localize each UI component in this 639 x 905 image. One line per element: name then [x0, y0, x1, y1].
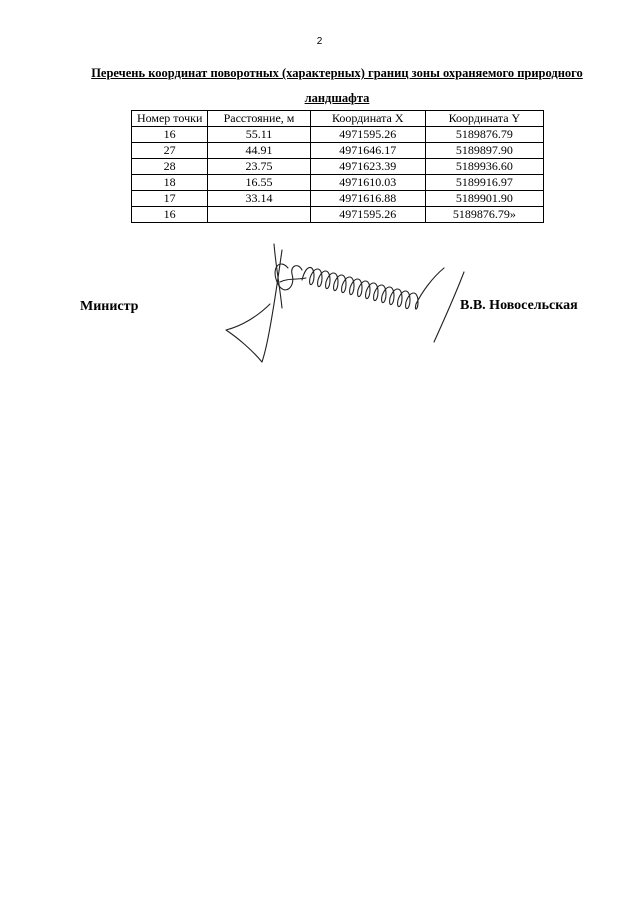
header-coordinate-y: Координата Y: [425, 111, 543, 127]
cell-coordinate-x: 4971623.39: [310, 159, 425, 175]
header-distance: Расстояние, м: [208, 111, 310, 127]
table-row: [132, 207, 544, 223]
cell-coordinate-x: 4971646.17: [310, 143, 425, 159]
position-label: Министр: [80, 299, 139, 314]
handwritten-signature: [222, 238, 472, 368]
cell-point-number: 27: [132, 143, 208, 159]
cell-distance: [208, 207, 310, 223]
cell-point-number: 18: [132, 175, 208, 191]
page-number: 2: [316, 36, 323, 47]
cell-point-number: 28: [132, 159, 208, 175]
header-coordinate-x: Координата X: [310, 111, 425, 127]
cell-coordinate-y: 5189901.90: [425, 191, 543, 207]
cell-point-number: 16: [132, 127, 208, 143]
coordinates-table: [131, 110, 544, 223]
cell-coordinate-x: 4971616.88: [310, 191, 425, 207]
cell-distance: 44.91: [208, 143, 310, 159]
header-point-number: Номер точки: [132, 111, 208, 127]
document-title: Перечень координат поворотных (характерных) границ зоны охраняемого природного ландшафта: [91, 66, 583, 105]
cell-coordinate-y: 5189916.97: [425, 175, 543, 191]
table-row: [132, 175, 544, 191]
cell-coordinate-y: 5189897.90: [425, 143, 543, 159]
cell-coordinate-y: 5189936.60: [425, 159, 543, 175]
table-row: [132, 143, 544, 159]
signatory-name: В.В. Новосельская: [460, 298, 578, 313]
cell-point-number: 16: [132, 207, 208, 223]
cell-coordinate-x: 4971595.26: [310, 127, 425, 143]
cell-coordinate-x: 4971595.26: [310, 207, 425, 223]
cell-distance: 55.11: [208, 127, 310, 143]
table-header-row: [132, 111, 544, 127]
cell-coordinate-y: 5189876.79»: [425, 207, 543, 223]
table-row: [132, 191, 544, 207]
cell-coordinate-y: 5189876.79: [425, 127, 543, 143]
table-row: [132, 127, 544, 143]
cell-point-number: 17: [132, 191, 208, 207]
table-row: [132, 159, 544, 175]
cell-distance: 33.14: [208, 191, 310, 207]
cell-distance: 23.75: [208, 159, 310, 175]
cell-distance: 16.55: [208, 175, 310, 191]
cell-coordinate-x: 4971610.03: [310, 175, 425, 191]
